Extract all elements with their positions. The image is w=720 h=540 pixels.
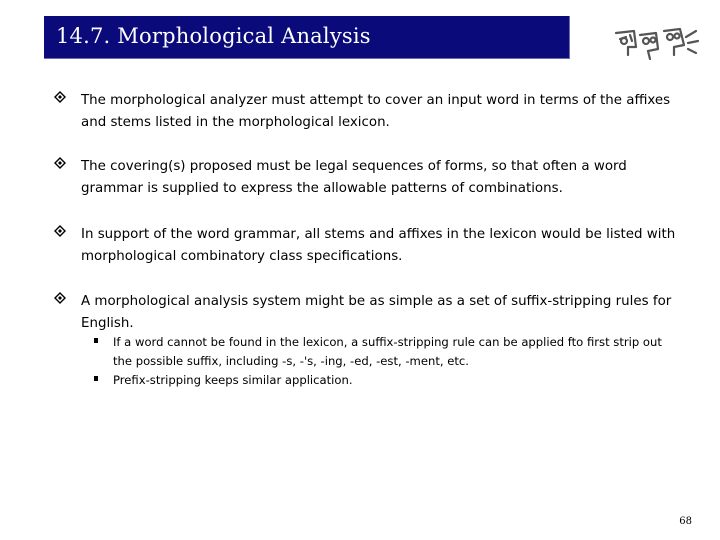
bullet-line: The morphological analyzer must attempt to cover an input word in terms of the affixes: [81, 93, 671, 108]
mascot-figures-icon: [608, 21, 700, 65]
bullet-text: [81, 224, 676, 268]
diamond-bullet-icon: [54, 225, 66, 237]
bullet-line: In support of the word grammar, all stems and affixes in the lexicon would be listed with: [81, 227, 676, 242]
bullet-line: A morphological analysis system might be as simple as a set of suffix-stripping rules for: [81, 294, 672, 309]
bullet-text: [81, 156, 671, 200]
bullet-line: English.: [81, 316, 134, 331]
sub-bullet-line: Prefix-stripping keeps similar application.: [113, 373, 353, 387]
bullet-line: grammar is supplied to express the allowable patterns of combinations.: [81, 181, 563, 196]
bullet-line: The covering(s) proposed must be legal sequences of forms, so that often a word: [81, 159, 627, 174]
diamond-bullet-icon: [54, 157, 66, 169]
diamond-bullet-icon: [54, 292, 66, 304]
sub-bullet-text: [113, 333, 662, 371]
diamond-bullet-icon: [54, 91, 66, 103]
square-bullet-icon: [94, 338, 98, 343]
sub-bullet-line: If a word cannot be found in the lexicon, a suffix-stripping rule can be applied fto first strip out: [113, 335, 662, 349]
page-number: 68: [679, 516, 692, 527]
bullet-line: morphological combinatory class specifications.: [81, 249, 403, 264]
bullet-text: [81, 90, 671, 134]
bullet-text: [81, 291, 671, 335]
bullet-line: and stems listed in the morphological lexicon.: [81, 115, 390, 130]
square-bullet-icon: [94, 376, 98, 381]
title-bar: [44, 16, 570, 59]
slide-title: 14.7. Morphological Analysis: [56, 24, 371, 48]
sub-bullet-line: the possible suffix, including -s, -'s, -ing, -ed, -est, -ment, etc.: [113, 354, 469, 368]
sub-bullet-text: [113, 371, 353, 390]
